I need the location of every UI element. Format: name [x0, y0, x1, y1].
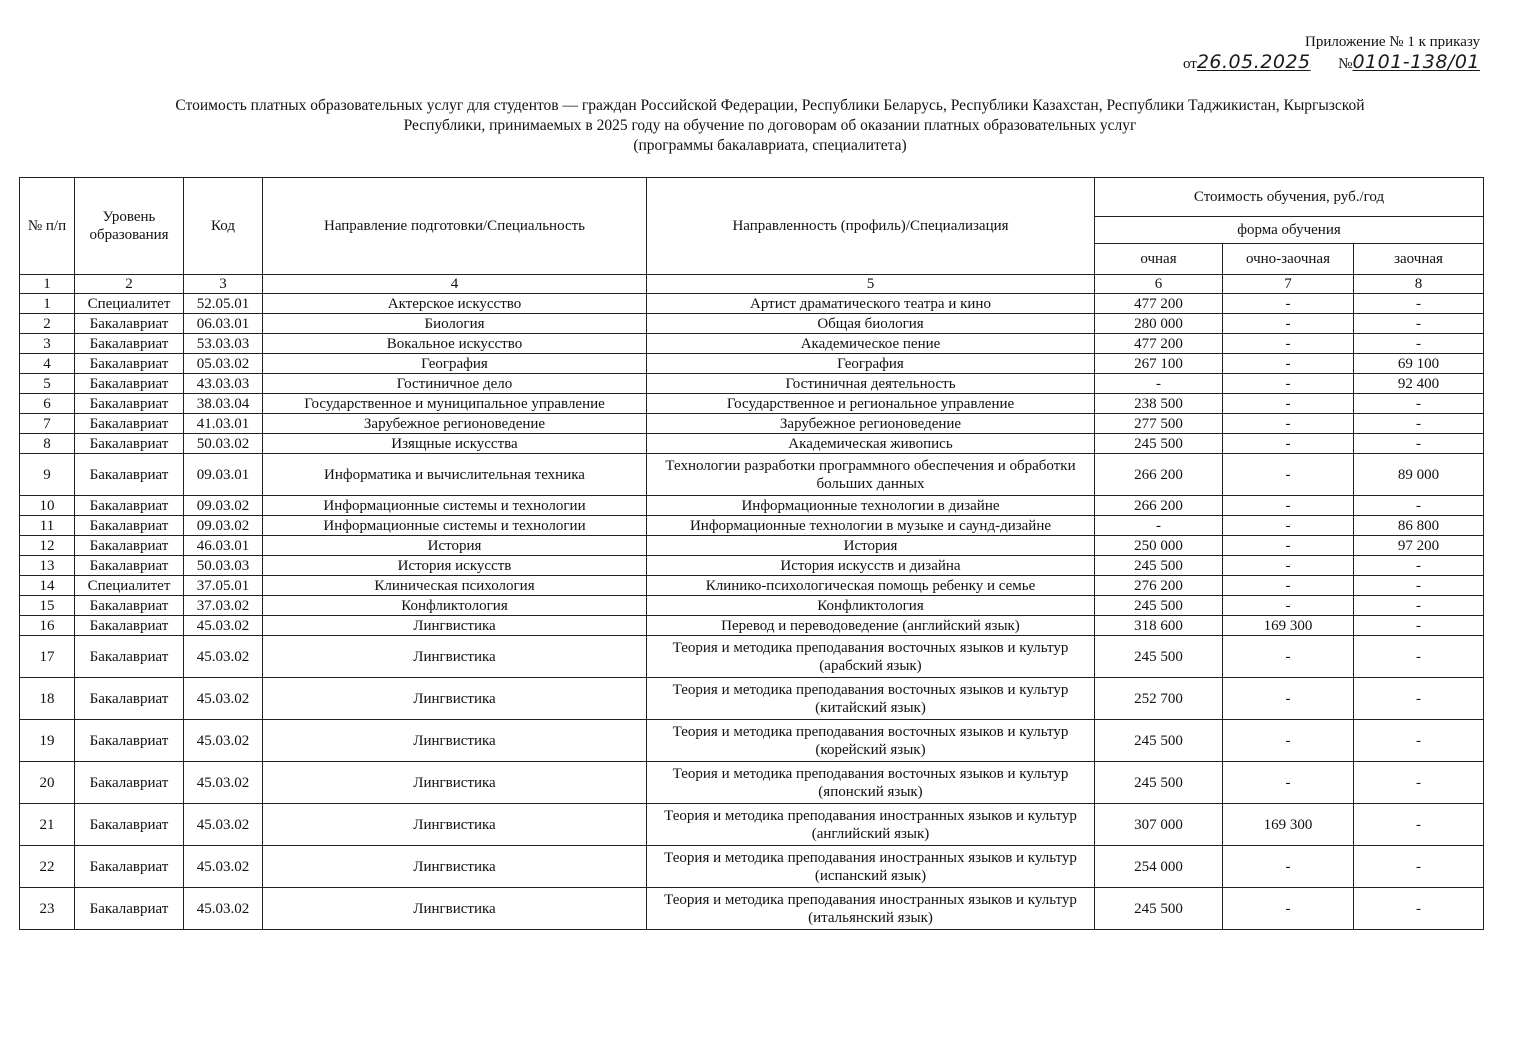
- direction-cell: Государственное и муниципальное управление: [263, 394, 647, 414]
- level-cell: Бакалавриат: [75, 334, 184, 354]
- level-cell: Бакалавриат: [75, 354, 184, 374]
- code-cell: 45.03.02: [184, 762, 263, 804]
- cost-full-time: 266 200: [1095, 454, 1223, 496]
- code-cell: 09.03.01: [184, 454, 263, 496]
- appendix-header: [1183, 32, 1480, 74]
- profile-cell: Теория и методика преподавания восточных языков и культур (арабский язык): [647, 636, 1095, 678]
- table-row: [20, 516, 1484, 536]
- direction-cell: История: [263, 536, 647, 556]
- code-cell: 45.03.02: [184, 720, 263, 762]
- direction-cell: Гостиничное дело: [263, 374, 647, 394]
- code-cell: 46.03.01: [184, 536, 263, 556]
- code-cell: 37.05.01: [184, 576, 263, 596]
- direction-cell: Лингвистика: [263, 720, 647, 762]
- row-number: 16: [20, 616, 75, 636]
- table-row: [20, 354, 1484, 374]
- row-number: 22: [20, 846, 75, 888]
- table-row: [20, 334, 1484, 354]
- cost-distance: 89 000: [1354, 454, 1484, 496]
- header-part-time: очно-заочная: [1223, 244, 1354, 275]
- profile-cell: Государственное и региональное управление: [647, 394, 1095, 414]
- cost-part-time: -: [1223, 516, 1354, 536]
- header-cost: Стоимость обучения, руб./год: [1095, 178, 1484, 217]
- cost-full-time: 276 200: [1095, 576, 1223, 596]
- cost-part-time: -: [1223, 414, 1354, 434]
- profile-cell: Теория и методика преподавания иностранных языков и культур (итальянский язык): [647, 888, 1095, 930]
- title-line-1: Стоимость платных образовательных услуг для студентов — граждан Российской Федерации, Республики Беларусь, Республики Казахстан, Республики Таджикистан, Кыргызской: [175, 97, 1365, 114]
- number-prefix: №: [1338, 56, 1353, 72]
- order-line: [1183, 52, 1480, 74]
- appendix-label: Приложение № 1 к приказу: [1305, 34, 1480, 50]
- cost-full-time: 245 500: [1095, 762, 1223, 804]
- code-cell: 50.03.03: [184, 556, 263, 576]
- row-number: 2: [20, 314, 75, 334]
- cost-part-time: -: [1223, 596, 1354, 616]
- cost-part-time: -: [1223, 556, 1354, 576]
- cost-distance: 97 200: [1354, 536, 1484, 556]
- cost-distance: -: [1354, 294, 1484, 314]
- row-number: 15: [20, 596, 75, 616]
- row-number: 5: [20, 374, 75, 394]
- cost-distance: -: [1354, 334, 1484, 354]
- profile-cell: История искусств и дизайна: [647, 556, 1095, 576]
- cost-distance: -: [1354, 804, 1484, 846]
- row-number: 13: [20, 556, 75, 576]
- level-cell: Бакалавриат: [75, 374, 184, 394]
- profile-cell: Теория и методика преподавания восточных языков и культур (корейский язык): [647, 720, 1095, 762]
- code-cell: 45.03.02: [184, 804, 263, 846]
- direction-cell: Биология: [263, 314, 647, 334]
- direction-cell: Лингвистика: [263, 846, 647, 888]
- cost-part-time: -: [1223, 678, 1354, 720]
- cost-part-time: -: [1223, 314, 1354, 334]
- code-cell: 09.03.02: [184, 496, 263, 516]
- cost-full-time: 252 700: [1095, 678, 1223, 720]
- code-cell: 41.03.01: [184, 414, 263, 434]
- table-row: [20, 454, 1484, 496]
- row-number: 12: [20, 536, 75, 556]
- date-prefix: от: [1182, 56, 1197, 72]
- order-number: 0101-138/01: [1352, 51, 1480, 73]
- cost-distance: -: [1354, 414, 1484, 434]
- header-code: Код: [184, 178, 263, 275]
- table-body: [20, 294, 1484, 930]
- column-number-cell: 7: [1223, 275, 1354, 294]
- code-cell: 38.03.04: [184, 394, 263, 414]
- direction-cell: Информационные системы и технологии: [263, 516, 647, 536]
- cost-distance: -: [1354, 496, 1484, 516]
- direction-cell: Лингвистика: [263, 678, 647, 720]
- level-cell: Бакалавриат: [75, 636, 184, 678]
- row-number: 20: [20, 762, 75, 804]
- level-cell: Бакалавриат: [75, 804, 184, 846]
- cost-distance: -: [1354, 678, 1484, 720]
- code-cell: 43.03.03: [184, 374, 263, 394]
- profile-cell: География: [647, 354, 1095, 374]
- cost-distance: -: [1354, 576, 1484, 596]
- level-cell: Бакалавриат: [75, 394, 184, 414]
- cost-distance: -: [1354, 762, 1484, 804]
- direction-cell: Изящные искусства: [263, 434, 647, 454]
- direction-cell: История искусств: [263, 556, 647, 576]
- row-number: 8: [20, 434, 75, 454]
- cost-part-time: -: [1223, 454, 1354, 496]
- cost-part-time: -: [1223, 762, 1354, 804]
- direction-cell: Лингвистика: [263, 888, 647, 930]
- direction-cell: География: [263, 354, 647, 374]
- table-row: [20, 394, 1484, 414]
- level-cell: Бакалавриат: [75, 516, 184, 536]
- profile-cell: Теория и методика преподавания иностранных языков и культур (английский язык): [647, 804, 1095, 846]
- profile-cell: Перевод и переводоведение (английский язык): [647, 616, 1095, 636]
- row-number: 10: [20, 496, 75, 516]
- code-cell: 45.03.02: [184, 846, 263, 888]
- column-numbers-row: [20, 275, 1484, 294]
- cost-distance: -: [1354, 616, 1484, 636]
- cost-part-time: -: [1223, 720, 1354, 762]
- cost-distance: 86 800: [1354, 516, 1484, 536]
- profile-cell: Клинико-психологическая помощь ребенку и семье: [647, 576, 1095, 596]
- title-line-2: Республики, принимаемых в 2025 году на обучение по договорам об оказании платных образовательных услуг: [403, 117, 1137, 134]
- column-number-cell: 6: [1095, 275, 1223, 294]
- column-number-cell: 8: [1354, 275, 1484, 294]
- cost-part-time: -: [1223, 394, 1354, 414]
- cost-full-time: 307 000: [1095, 804, 1223, 846]
- profile-cell: Академическая живопись: [647, 434, 1095, 454]
- cost-full-time: 245 500: [1095, 596, 1223, 616]
- level-cell: Специалитет: [75, 294, 184, 314]
- level-cell: Бакалавриат: [75, 846, 184, 888]
- header-form: форма обучения: [1095, 217, 1484, 244]
- table-row: [20, 496, 1484, 516]
- cost-part-time: -: [1223, 374, 1354, 394]
- direction-cell: Вокальное искусство: [263, 334, 647, 354]
- row-number: 14: [20, 576, 75, 596]
- level-cell: Бакалавриат: [75, 616, 184, 636]
- cost-full-time: -: [1095, 374, 1223, 394]
- profile-cell: Информационные технологии в дизайне: [647, 496, 1095, 516]
- cost-distance: -: [1354, 846, 1484, 888]
- row-number: 9: [20, 454, 75, 496]
- direction-cell: Информатика и вычислительная техника: [263, 454, 647, 496]
- profile-cell: Информационные технологии в музыке и саунд-дизайне: [647, 516, 1095, 536]
- table-row: [20, 846, 1484, 888]
- code-cell: 45.03.02: [184, 616, 263, 636]
- code-cell: 53.03.03: [184, 334, 263, 354]
- title-line-3: (программы бакалавриата, специалитета): [633, 137, 907, 154]
- level-cell: Бакалавриат: [75, 556, 184, 576]
- table-row: [20, 616, 1484, 636]
- level-cell: Бакалавриат: [75, 496, 184, 516]
- cost-part-time: 169 300: [1223, 616, 1354, 636]
- level-cell: Специалитет: [75, 576, 184, 596]
- profile-cell: Гостиничная деятельность: [647, 374, 1095, 394]
- table-row: [20, 888, 1484, 930]
- header-full-time: очная: [1095, 244, 1223, 275]
- level-cell: Бакалавриат: [75, 536, 184, 556]
- profile-cell: Артист драматического театра и кино: [647, 294, 1095, 314]
- row-number: 4: [20, 354, 75, 374]
- profile-cell: Теория и методика преподавания иностранных языков и культур (испанский язык): [647, 846, 1095, 888]
- cost-distance: -: [1354, 434, 1484, 454]
- profile-cell: История: [647, 536, 1095, 556]
- table-row: [20, 294, 1484, 314]
- code-cell: 45.03.02: [184, 636, 263, 678]
- header-level: Уровень образования: [75, 178, 184, 275]
- column-number-cell: 1: [20, 275, 75, 294]
- order-date: 26.05.2025: [1196, 51, 1311, 73]
- level-cell: Бакалавриат: [75, 720, 184, 762]
- cost-part-time: -: [1223, 636, 1354, 678]
- cost-part-time: -: [1223, 888, 1354, 930]
- direction-cell: Лингвистика: [263, 804, 647, 846]
- cost-part-time: -: [1223, 354, 1354, 374]
- table-row: [20, 678, 1484, 720]
- cost-full-time: 250 000: [1095, 536, 1223, 556]
- code-cell: 45.03.02: [184, 678, 263, 720]
- cost-distance: -: [1354, 556, 1484, 576]
- table-row: [20, 536, 1484, 556]
- level-cell: Бакалавриат: [75, 678, 184, 720]
- column-number-cell: 5: [647, 275, 1095, 294]
- cost-distance: -: [1354, 720, 1484, 762]
- cost-distance: -: [1354, 596, 1484, 616]
- level-cell: Бакалавриат: [75, 596, 184, 616]
- row-number: 18: [20, 678, 75, 720]
- row-number: 7: [20, 414, 75, 434]
- cost-part-time: -: [1223, 434, 1354, 454]
- cost-distance: -: [1354, 314, 1484, 334]
- code-cell: 45.03.02: [184, 888, 263, 930]
- code-cell: 09.03.02: [184, 516, 263, 536]
- cost-part-time: -: [1223, 496, 1354, 516]
- cost-part-time: -: [1223, 576, 1354, 596]
- level-cell: Бакалавриат: [75, 888, 184, 930]
- code-cell: 50.03.02: [184, 434, 263, 454]
- direction-cell: Лингвистика: [263, 762, 647, 804]
- cost-full-time: -: [1095, 516, 1223, 536]
- table-row: [20, 804, 1484, 846]
- row-number: 1: [20, 294, 75, 314]
- table-row: [20, 556, 1484, 576]
- direction-cell: Конфликтология: [263, 596, 647, 616]
- profile-cell: Зарубежное регионоведение: [647, 414, 1095, 434]
- direction-cell: Зарубежное регионоведение: [263, 414, 647, 434]
- cost-full-time: 318 600: [1095, 616, 1223, 636]
- cost-full-time: 266 200: [1095, 496, 1223, 516]
- column-number-cell: 3: [184, 275, 263, 294]
- direction-cell: Клиническая психология: [263, 576, 647, 596]
- cost-full-time: 254 000: [1095, 846, 1223, 888]
- column-number-cell: 4: [263, 275, 647, 294]
- row-number: 6: [20, 394, 75, 414]
- header-profile: Направленность (профиль)/Специализация: [647, 178, 1095, 275]
- direction-cell: Информационные системы и технологии: [263, 496, 647, 516]
- cost-full-time: 267 100: [1095, 354, 1223, 374]
- table-row: [20, 720, 1484, 762]
- row-number: 11: [20, 516, 75, 536]
- profile-cell: Академическое пение: [647, 334, 1095, 354]
- cost-full-time: 238 500: [1095, 394, 1223, 414]
- cost-full-time: 245 500: [1095, 434, 1223, 454]
- header-direction: Направление подготовки/Специальность: [263, 178, 647, 275]
- cost-full-time: 277 500: [1095, 414, 1223, 434]
- column-number-cell: 2: [75, 275, 184, 294]
- cost-distance: -: [1354, 888, 1484, 930]
- table-row: [20, 414, 1484, 434]
- cost-part-time: -: [1223, 536, 1354, 556]
- row-number: 3: [20, 334, 75, 354]
- direction-cell: Актерское искусство: [263, 294, 647, 314]
- profile-cell: Общая биология: [647, 314, 1095, 334]
- cost-distance: -: [1354, 636, 1484, 678]
- cost-part-time: -: [1223, 334, 1354, 354]
- code-cell: 05.03.02: [184, 354, 263, 374]
- row-number: 23: [20, 888, 75, 930]
- cost-full-time: 477 200: [1095, 334, 1223, 354]
- cost-part-time: -: [1223, 846, 1354, 888]
- cost-distance: 69 100: [1354, 354, 1484, 374]
- row-number: 21: [20, 804, 75, 846]
- direction-cell: Лингвистика: [263, 616, 647, 636]
- profile-cell: Технологии разработки программного обеспечения и обработки больших данных: [647, 454, 1095, 496]
- cost-full-time: 280 000: [1095, 314, 1223, 334]
- cost-full-time: 245 500: [1095, 556, 1223, 576]
- cost-table: [19, 177, 1484, 930]
- level-cell: Бакалавриат: [75, 434, 184, 454]
- table-row: [20, 314, 1484, 334]
- code-cell: 37.03.02: [184, 596, 263, 616]
- header-distance: заочная: [1354, 244, 1484, 275]
- cost-full-time: 245 500: [1095, 888, 1223, 930]
- row-number: 19: [20, 720, 75, 762]
- cost-part-time: -: [1223, 294, 1354, 314]
- code-cell: 06.03.01: [184, 314, 263, 334]
- level-cell: Бакалавриат: [75, 314, 184, 334]
- level-cell: Бакалавриат: [75, 414, 184, 434]
- level-cell: Бакалавриат: [75, 454, 184, 496]
- table-row: [20, 576, 1484, 596]
- cost-full-time: 245 500: [1095, 636, 1223, 678]
- cost-distance: 92 400: [1354, 374, 1484, 394]
- table-row: [20, 636, 1484, 678]
- cost-part-time: 169 300: [1223, 804, 1354, 846]
- level-cell: Бакалавриат: [75, 762, 184, 804]
- table-row: [20, 374, 1484, 394]
- table-row: [20, 596, 1484, 616]
- table-row: [20, 434, 1484, 454]
- document-title: [60, 96, 1480, 156]
- header-num: № п/п: [20, 178, 75, 275]
- cost-distance: -: [1354, 394, 1484, 414]
- code-cell: 52.05.01: [184, 294, 263, 314]
- cost-full-time: 245 500: [1095, 720, 1223, 762]
- profile-cell: Теория и методика преподавания восточных языков и культур (китайский язык): [647, 678, 1095, 720]
- profile-cell: Конфликтология: [647, 596, 1095, 616]
- row-number: 17: [20, 636, 75, 678]
- cost-full-time: 477 200: [1095, 294, 1223, 314]
- table-row: [20, 762, 1484, 804]
- direction-cell: Лингвистика: [263, 636, 647, 678]
- profile-cell: Теория и методика преподавания восточных языков и культур (японский язык): [647, 762, 1095, 804]
